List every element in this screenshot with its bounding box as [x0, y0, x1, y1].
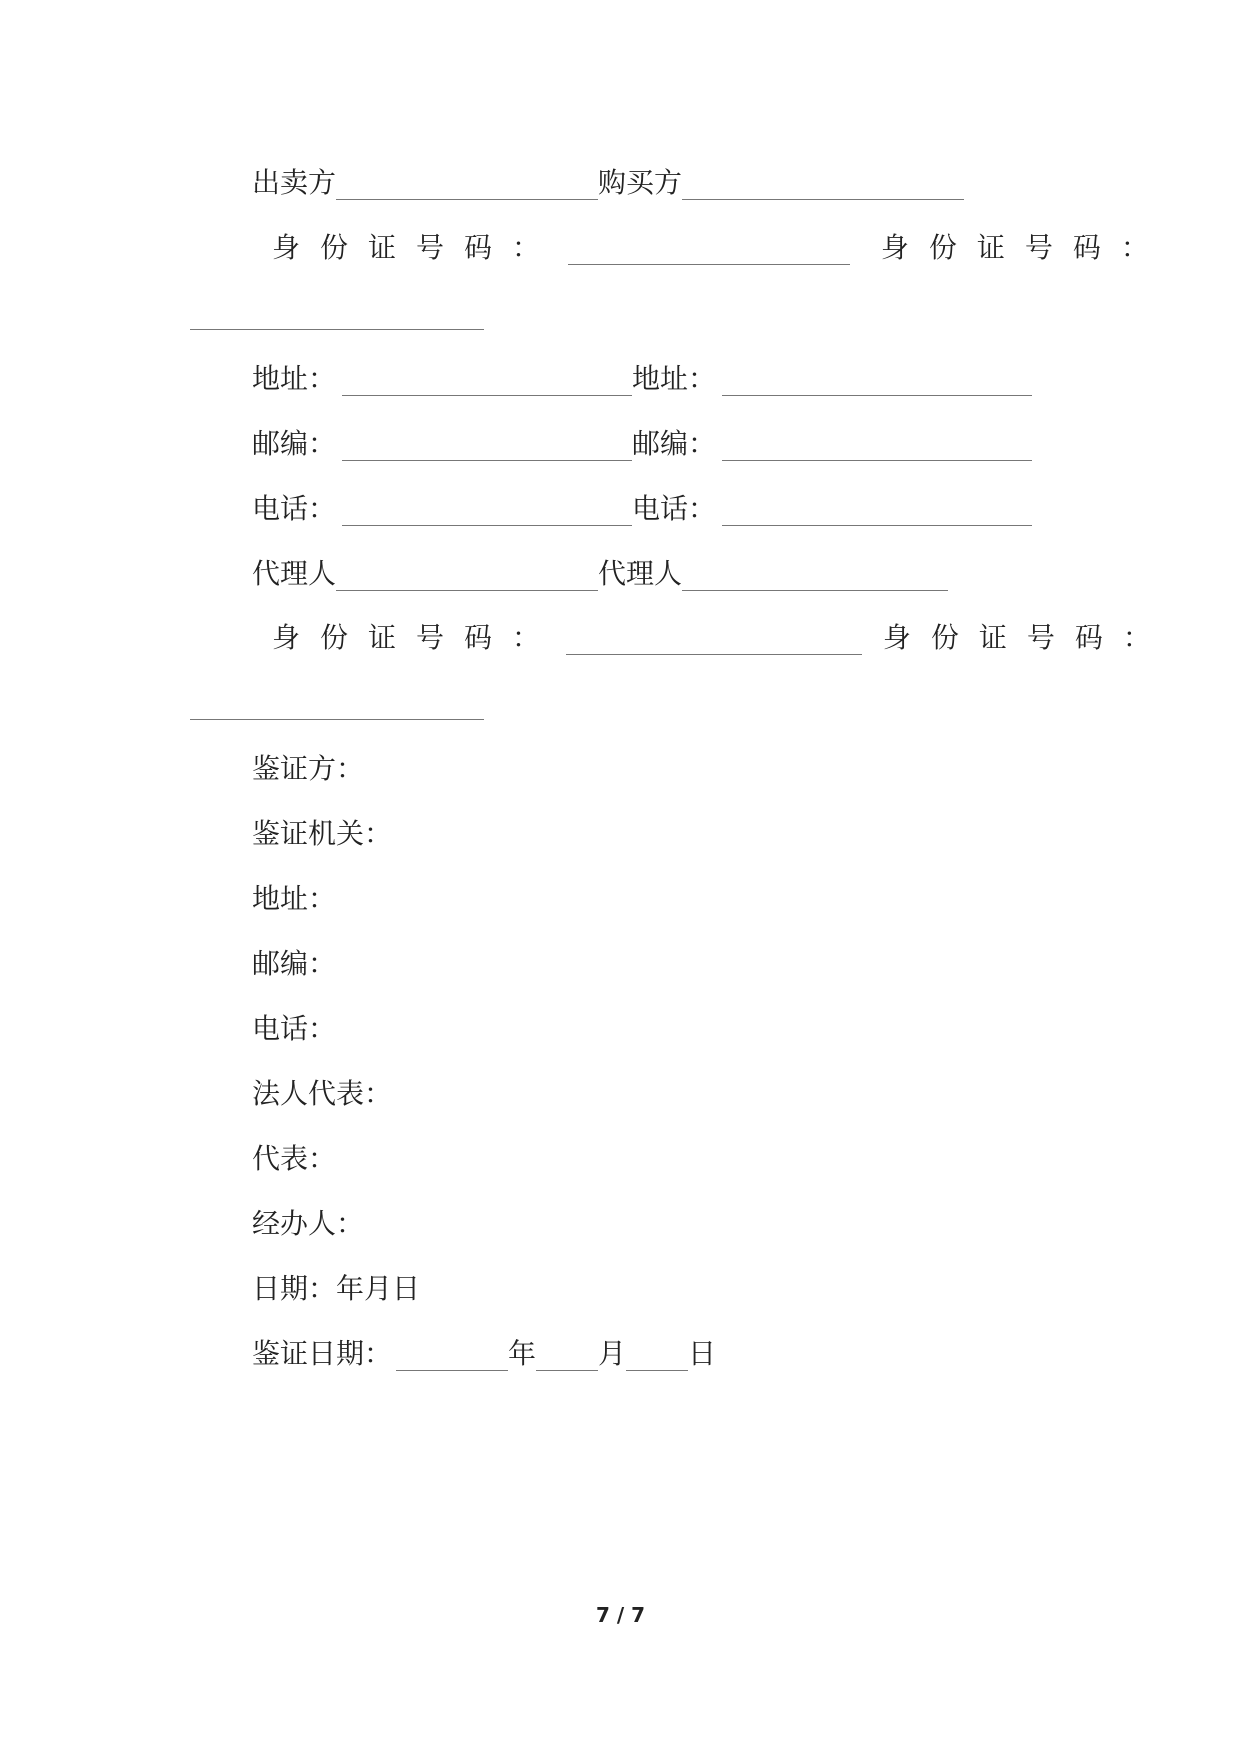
notary-handler: 经办人：	[252, 1207, 365, 1240]
buyer-id-label: 身份证号码：	[880, 231, 1169, 264]
buyer-agent-id-blank[interactable]	[190, 689, 484, 720]
notary-postcode: 邮编：	[252, 947, 337, 980]
day-blank[interactable]	[626, 1340, 688, 1371]
seller-id-label: 身份证号码：	[272, 231, 561, 264]
seller-agent-blank[interactable]	[336, 560, 598, 591]
year-blank[interactable]	[396, 1340, 508, 1371]
buyer-agent-id-continuation	[190, 686, 484, 720]
month-blank[interactable]	[536, 1340, 598, 1371]
seller-id-blank[interactable]	[568, 234, 850, 265]
buyer-phone-blank[interactable]	[722, 495, 1032, 526]
day-label: 日	[688, 1337, 717, 1370]
notary-date-label: 鉴证日期：	[252, 1337, 393, 1370]
seller-agent-id-blank[interactable]	[566, 624, 862, 655]
seller-blank[interactable]	[336, 169, 598, 200]
buyer-id-continuation	[190, 296, 484, 330]
buyer-id-blank[interactable]	[190, 299, 484, 330]
seller-postcode-label: 邮编：	[252, 427, 337, 460]
id-row-2	[272, 621, 1171, 655]
month-label: 月	[598, 1337, 627, 1370]
notary-address: 地址：	[252, 882, 337, 915]
address-row	[252, 362, 1032, 396]
seller-label: 出卖方	[252, 166, 337, 199]
postcode-row	[252, 427, 1032, 461]
notary-date-line: 日期：年月日	[252, 1272, 421, 1305]
seller-address-label: 地址：	[252, 362, 337, 395]
buyer-blank[interactable]	[682, 169, 964, 200]
buyer-agent-blank[interactable]	[682, 560, 948, 591]
notary-date-row	[252, 1337, 716, 1371]
page-number: 7 / 7	[595, 1603, 646, 1627]
seller-agent-label: 代理人	[252, 557, 337, 590]
seller-address-blank[interactable]	[342, 365, 632, 396]
buyer-agent-id-label: 身份证号码：	[882, 621, 1171, 654]
buyer-address-blank[interactable]	[722, 365, 1032, 396]
buyer-agent-label: 代理人	[598, 557, 683, 590]
seller-phone-blank[interactable]	[342, 495, 632, 526]
seller-postcode-blank[interactable]	[342, 430, 632, 461]
buyer-postcode-blank[interactable]	[722, 430, 1032, 461]
phone-row	[252, 492, 1032, 526]
notary-phone: 电话：	[252, 1012, 337, 1045]
notary-party: 鉴证方：	[252, 752, 365, 785]
notary-rep: 代表：	[252, 1142, 337, 1175]
seller-buyer-row	[252, 166, 964, 200]
year-label: 年	[508, 1337, 537, 1370]
notary-authority: 鉴证机关：	[252, 817, 393, 850]
seller-phone-label: 电话：	[252, 492, 337, 525]
id-row-1	[272, 231, 1169, 265]
agent-row	[252, 557, 948, 591]
buyer-postcode-label: 邮编：	[632, 427, 717, 460]
buyer-phone-label: 电话：	[632, 492, 717, 525]
buyer-label: 购买方	[598, 166, 683, 199]
seller-agent-id-label: 身份证号码：	[272, 621, 561, 654]
buyer-address-label: 地址：	[632, 362, 717, 395]
notary-legal-rep: 法人代表：	[252, 1077, 393, 1110]
